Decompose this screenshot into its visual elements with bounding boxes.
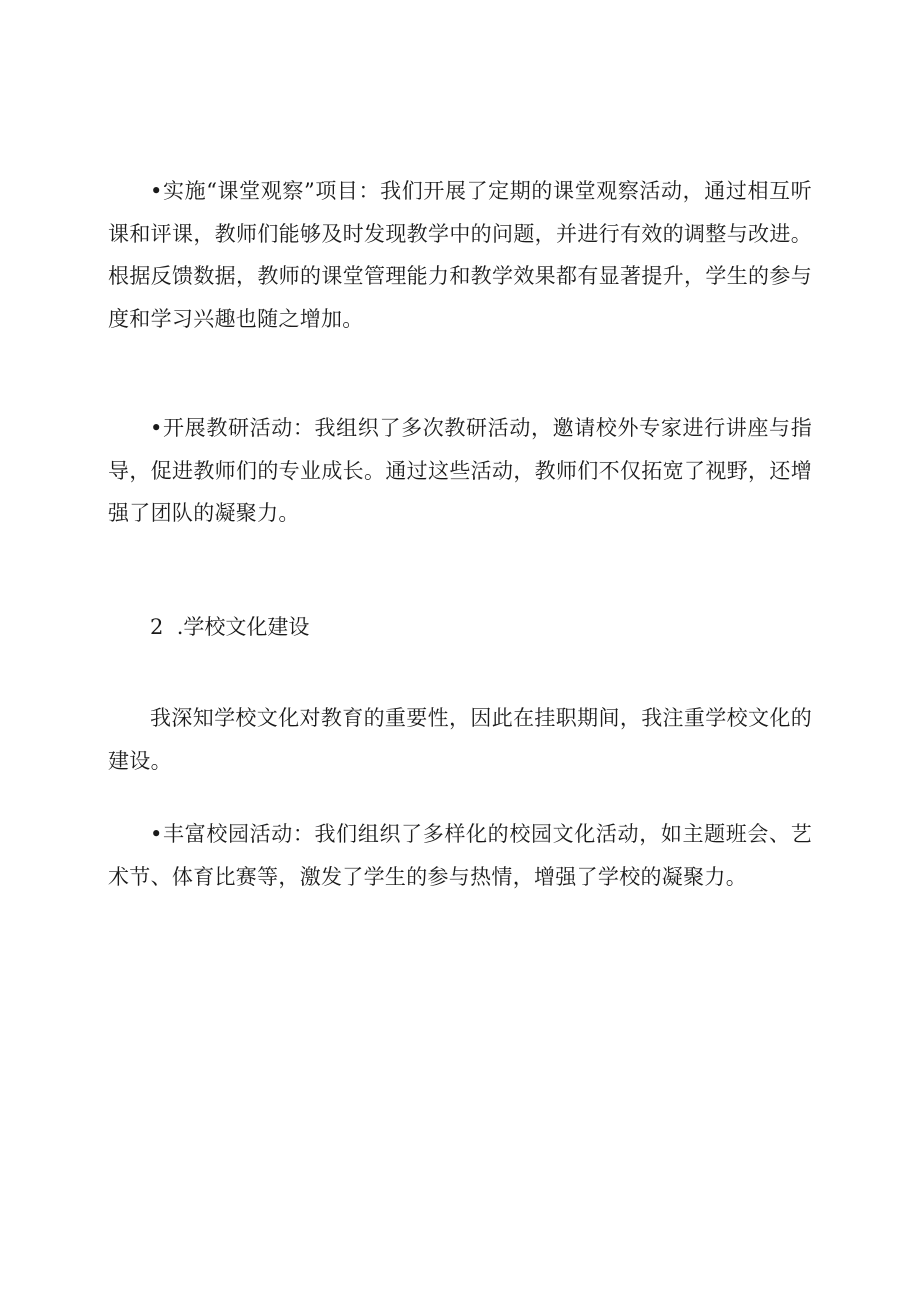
paragraph-teaching-research: •开展教研活动：我组织了多次教研活动，邀请校外专家进行讲座与指导，促进教师们的专业成长。通过这些活动，教师们不仅拓宽了视野，还增强了团队的凝聚力。 [108,416,812,525]
section-heading-school-culture: 2 .学校文化建设 [150,615,310,639]
paragraph-campus-activities: •丰富校园活动：我们组织了多样化的校园文化活动，如主题班会、艺术节、体育比赛等，激发了学生的参与热情，增强了学校的凝聚力。 [108,822,812,889]
paragraph-classroom-observation: •实施“课堂观察”项目：我们开展了定期的课堂观察活动，通过相互听课和评课，教师们能够及时发现教学中的问题，并进行有效的调整与改进。根据反馈数据，教师的课堂管理能力和教学效果都有显著提升，学生的参与度和学习兴趣也随之增加。 [108,179,812,331]
paragraph-culture-intro: 我深知学校文化对教育的重要性，因此在挂职期间，我注重学校文化的建设。 [108,706,812,773]
